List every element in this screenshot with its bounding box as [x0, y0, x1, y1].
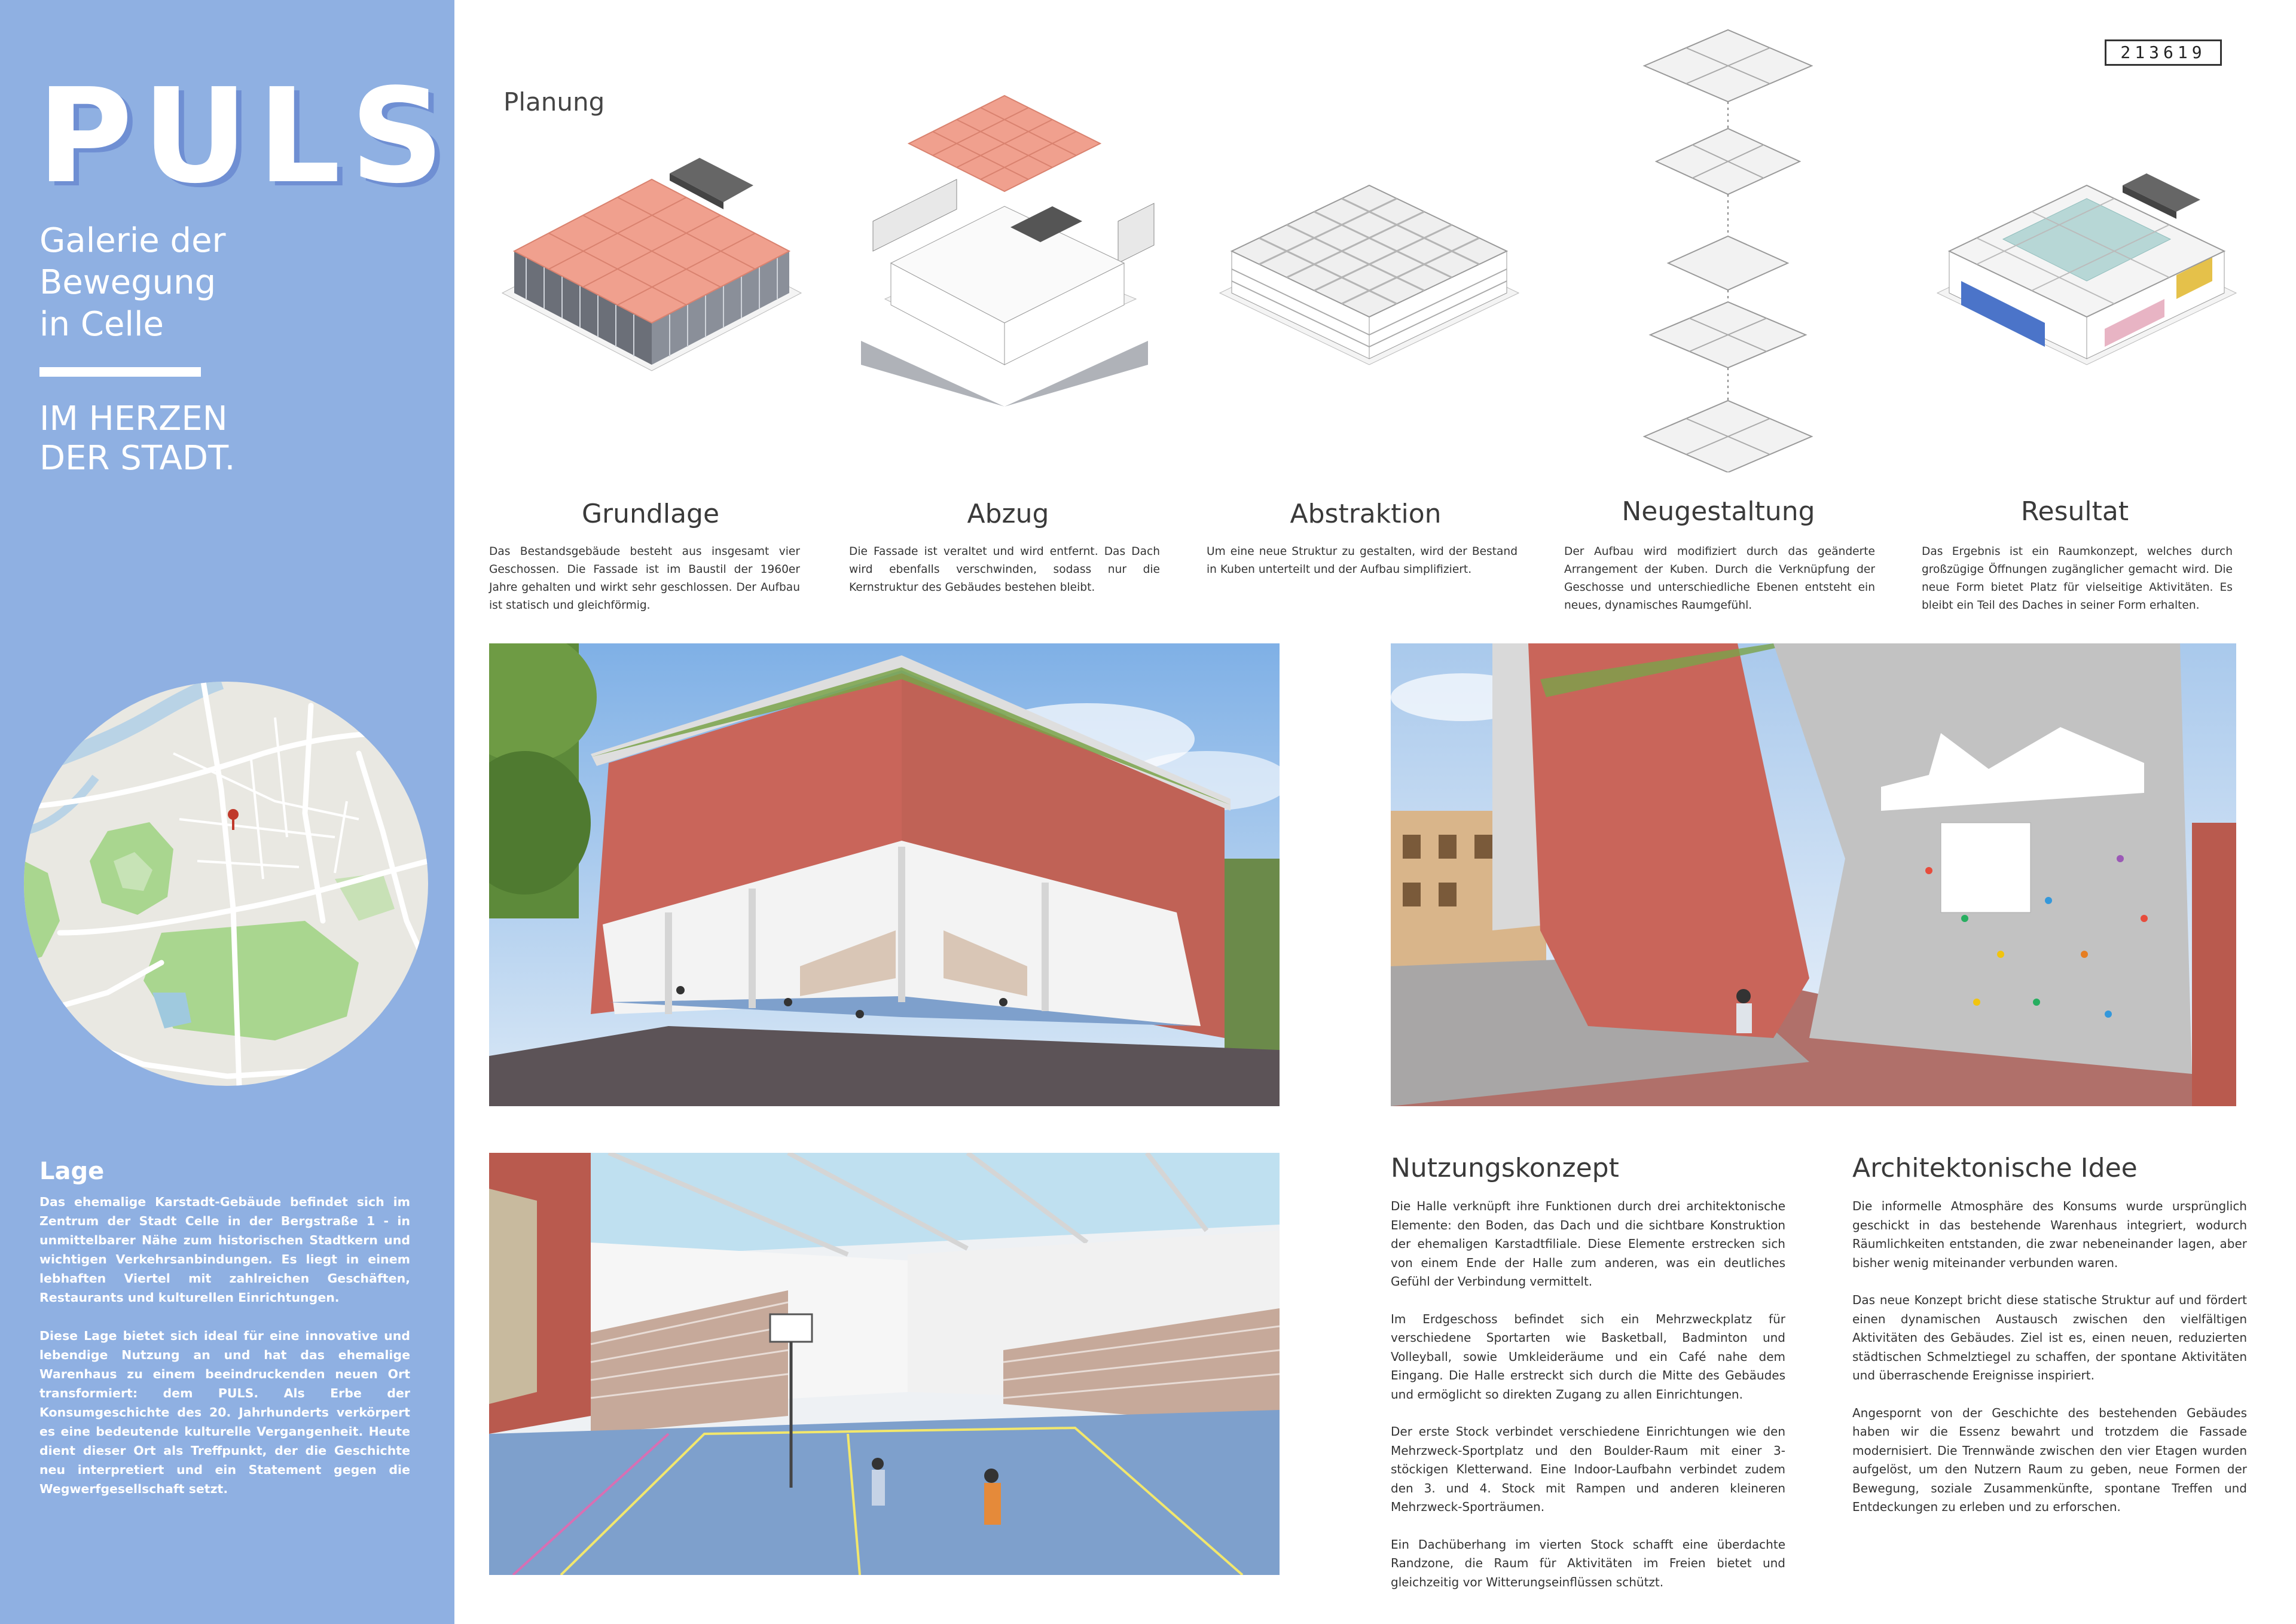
render-interior-hall: [489, 1153, 1280, 1575]
project-title: PULS: [37, 61, 454, 212]
subtitle-line: Bewegung: [39, 263, 216, 302]
competition-id: 213619: [2105, 39, 2222, 66]
diagram-abstraktion: [1208, 155, 1531, 371]
title-divider: [39, 367, 201, 377]
step-text-neugestaltung: Der Aufbau wird modifiziert durch das geänderte Arrangement der Kuben. Durch die Verknüpfung der Geschosse und unterschiedliche Ebenen entsteht ein neues, dynamisches Raumgefühl.: [1564, 545, 1875, 612]
step-text-resultat: Das Ergebnis ist ein Raumkonzept, welches durch großzügige Öffnungen zugänglicher gemacht wird. Die neue Form bietet Platz für vielseitige Aktivitäten. Es bleibt ein Teil des Daches in seiner Form erhalten.: [1922, 545, 2233, 612]
lage-title: Lage: [39, 1158, 105, 1185]
project-subtitle: [39, 220, 422, 346]
section-label-planung: Planung: [503, 87, 605, 117]
step-title-neugestaltung: Neugestaltung: [1622, 496, 1815, 527]
architektonische-idee-paragraph: Angespornt von der Geschichte des bestehenden Gebäudes haben wir die Essenz bewahrt und trotzdem die Fassade modernisiert. Die Trennwände zwischen den vier Etagen wurden aufgelöst, um den Nutzern Raum zu geben, neue Formen der Bewegung, soziale Zusammenkünfte, spontane Treffen und Entdeckungen zu erleben und zu erforschen.: [1852, 1405, 2247, 1514]
tagline-line: DER STADT.: [39, 439, 236, 478]
diagram-resultat: [1925, 149, 2248, 371]
diagram-abzug: [849, 84, 1184, 407]
architektonische-idee-paragraph: Das neue Konzept bricht diese statische Struktur auf und fördert einen dynamischen Austausch zwischen den vielfältigen Aktivitäten des Gebäudes. Ziel ist es, einen neuen, reduzierten städtischen Schmelztiegel zu schaffen, der spontane Aktivitäten und überraschende Ereignisse inspiriert.: [1852, 1293, 2247, 1382]
diagram-neugestaltung: [1632, 24, 1824, 472]
nutzungskonzept-paragraph: Die Halle verknüpft ihre Funktionen durch drei architektonische Elemente: den Boden, das Dach und die sichtbare Konstruktion der ehemaligen Karstadtfiliale. Diese Elemente erstrecken sich von einem Ende der Halle zum anderen, was ein deutliches Gefühl der Verbindung vermittelt.: [1391, 1199, 1785, 1289]
architektonische-idee-text: [1852, 1197, 2247, 1536]
step-title-resultat: Resultat: [2020, 496, 2129, 527]
step-text-grundlage: Das Bestandsgebäude besteht aus insgesamt vier Geschossen. Die Fassade ist im Baustil der 1960er Jahre gehalten und wirkt sehr geschlossen. Der Aufbau ist statisch und gleichförmig.: [489, 545, 800, 612]
step-text-abzug: Die Fassade ist veraltet und wird entfernt. Das Dach wird ebenfalls verschwinden, sodass nur die Kernstruktur des Gebäudes bestehen bleibt.: [849, 545, 1160, 594]
nutzungskonzept-title: Nutzungskonzept: [1391, 1153, 1619, 1183]
tagline: [39, 399, 446, 478]
architektonische-idee-title: Architektonische Idee: [1852, 1153, 2138, 1183]
step-title-abzug: Abzug: [967, 499, 1049, 529]
diagram-grundlage: [490, 149, 813, 389]
tagline-line: IM HERZEN: [39, 399, 228, 438]
lage-paragraph: Diese Lage bietet sich ideal für eine innovative und lebendige Nutzung an und hat das ehemalige Warenhaus zu einem beeindruckenden neuen Ort transformiert: dem PULS. Als Erbe der Konsumgeschichte des 20. Jahrhunderts verkörpert es eine bedeutende kulturelle Vergangenheit. Heute dient dieser Ort als Treffpunkt, der die Geschichte neu interpretiert und ein Statement gegen die Wegwerfgesellschaft setzt.: [39, 1329, 410, 1496]
lage-text: [39, 1192, 410, 1518]
nutzungskonzept-paragraph: Ein Dachüberhang im vierten Stock schafft eine überdachte Randzone, die Raum für Aktivitäten im Freien bietet und gleichzeitig vor Witterungseinflüssen schützt.: [1391, 1537, 1785, 1589]
render-exterior-corner: [489, 643, 1280, 1106]
subtitle-line: in Celle: [39, 305, 164, 344]
nutzungskonzept-paragraph: Im Erdgeschoss befindet sich ein Mehrzweckplatz für verschiedene Sportarten wie Basketball, Badminton und Volleyball, sowie Umkleideräume und ein Café nahe dem Eingang. Die Halle erstreckt sich durch die Mitte des Gebäudes und ermöglicht so direkten Zugang zu allen Einrichtungen.: [1391, 1311, 1785, 1402]
location-map[interactable]: [24, 682, 428, 1086]
render-climbing-wall: [1391, 643, 2236, 1106]
nutzungskonzept-text: [1391, 1197, 1785, 1610]
lage-paragraph: Das ehemalige Karstadt-Gebäude befindet sich im Zentrum der Stadt Celle in der Bergstraße 1 - in unmittelbarer Nähe zum historischen Stadtkern und wichtigen Verkehrsanbindungen. Es liegt in einem lebhaften Viertel mit zahlreichen Geschäften, Restaurants und kulturellen Einrichtungen.: [39, 1195, 410, 1305]
step-title-abstraktion: Abstraktion: [1290, 499, 1442, 529]
step-text-abstraktion: Um eine neue Struktur zu gestalten, wird der Bestand in Kuben unterteilt und der Aufbau simplifiziert.: [1207, 545, 1518, 576]
subtitle-line: Galerie der: [39, 221, 226, 260]
map-graphic: [24, 682, 428, 1086]
nutzungskonzept-paragraph: Der erste Stock verbindet verschiedene Einrichtungen wie den Mehrzweck-Sportplatz und den Boulder-Raum mit einer 3-stöckigen Kletterwand. Eine Indoor-Laufbahn verbindet zudem den 3. und 4. Stock mit Rampen und anderen kleineren Mehrzweck-Sporträumen.: [1391, 1424, 1785, 1514]
architektonische-idee-paragraph: Die informelle Atmosphäre des Konsums wurde ursprünglich geschickt in das bestehende Warenhaus integriert, wodurch Räumlichkeiten entstanden, die zwar nebeneinander lagen, aber bisher wenig miteinander verbunden waren.: [1852, 1199, 2247, 1270]
step-title-grundlage: Grundlage: [581, 499, 720, 529]
